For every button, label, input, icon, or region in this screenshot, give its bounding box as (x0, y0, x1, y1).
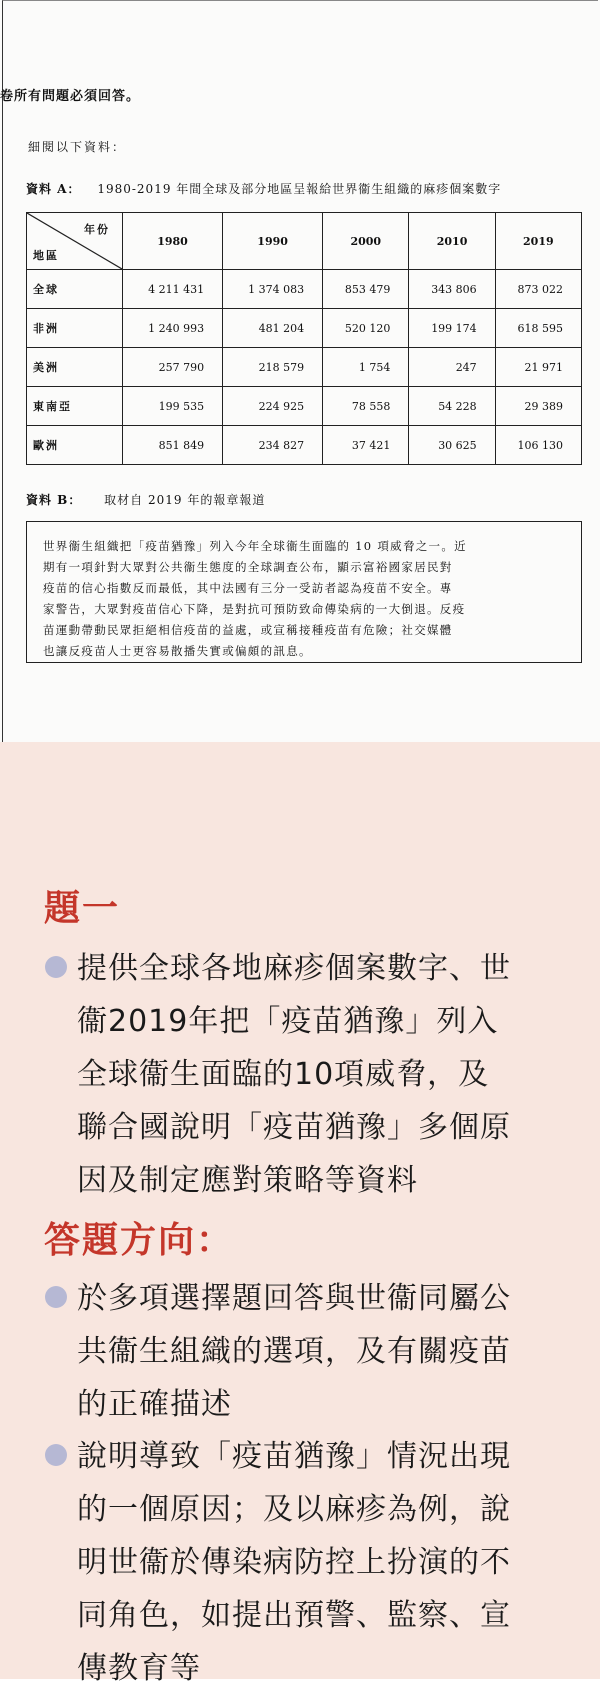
case-count-cell: 224 925 (223, 387, 323, 426)
bullet-line: 同角色，如提出預警、監察、宣 (77, 1598, 511, 1633)
case-count-cell: 873 022 (495, 270, 581, 309)
case-count-cell: 853 479 (323, 270, 409, 309)
bullet-dot-icon (45, 956, 67, 978)
table-row (27, 426, 582, 465)
source-a-tag: 資料 A： (26, 182, 81, 196)
bullet-line: 衞2019年把「疫苗猶豫」列入 (77, 1004, 499, 1039)
bullet-line: 共衞生組織的選項，及有關疫苗 (77, 1334, 511, 1369)
bullet-line: 聯合國說明「疫苗猶豫」多個原 (77, 1110, 511, 1145)
excerpt-line: 家警告，大眾對疫苗信心下降，是對抗可預防致命傳染病的一大倒退。反疫 (43, 602, 466, 616)
source-a-title (26, 180, 501, 197)
measles-cases-table (26, 212, 582, 465)
bullet-line: 傳教育等 (77, 1651, 201, 1686)
case-count-cell: 106 130 (495, 426, 581, 465)
bullet-line: 全球衞生面臨的10項威脅，及 (77, 1057, 490, 1092)
case-count-cell: 199 174 (409, 309, 495, 348)
bullet-line: 於多項選擇題回答與世衞同屬公 (77, 1281, 511, 1316)
case-count-cell: 234 827 (223, 426, 323, 465)
year-column-header: 2010 (409, 213, 495, 270)
case-count-cell: 257 790 (123, 348, 223, 387)
case-count-cell: 199 535 (123, 387, 223, 426)
year-column-header: 1980 (123, 213, 223, 270)
case-count-cell: 37 421 (323, 426, 409, 465)
case-count-cell: 1 240 993 (123, 309, 223, 348)
case-count-cell: 21 971 (495, 348, 581, 387)
region-cell: 歐洲 (27, 426, 123, 465)
region-cell: 全球 (27, 270, 123, 309)
case-count-cell: 30 625 (409, 426, 495, 465)
news-excerpt-box (26, 521, 582, 663)
case-count-cell: 218 579 (223, 348, 323, 387)
case-count-cell: 520 120 (323, 309, 409, 348)
bullet-line: 因及制定應對策略等資料 (77, 1163, 418, 1198)
exam-paper-scan (0, 0, 600, 742)
case-count-cell: 54 228 (409, 387, 495, 426)
region-header: 地區 (33, 249, 59, 262)
bullet-line: 明世衞於傳染病防控上扮演的不 (77, 1545, 511, 1580)
excerpt-line: 世界衞生組織把「疫苗猶豫」列入今年全球衞生面臨的 10 項威脅之一。近 (43, 539, 467, 553)
case-count-cell: 1 374 083 (223, 270, 323, 309)
intro-text: 細閱以下資料： (28, 140, 127, 154)
case-count-cell: 78 558 (323, 387, 409, 426)
case-count-cell: 247 (409, 348, 495, 387)
question-heading: 題一 (44, 888, 121, 929)
instruction-text: 卷所有問題必須回答。 (0, 89, 141, 104)
table-row (27, 387, 582, 426)
table-row (27, 309, 582, 348)
year-column-header: 2019 (495, 213, 581, 270)
region-cell: 美洲 (27, 348, 123, 387)
source-b-caption: 取材自 2019 年的報章報道 (104, 493, 266, 507)
year-column-header: 2000 (323, 213, 409, 270)
case-count-cell: 481 204 (223, 309, 323, 348)
bullet-line: 的正確描述 (77, 1387, 232, 1422)
source-b-title (26, 491, 265, 508)
case-count-cell: 29 389 (495, 387, 581, 426)
analysis-panel (0, 742, 600, 1686)
bullet-line: 說明導致「疫苗猶豫」情況出現 (77, 1439, 511, 1474)
case-count-cell: 4 211 431 (123, 270, 223, 309)
source-a-caption: 1980-2019 年間全球及部分地區呈報給世界衞生組織的麻疹個案數字 (97, 182, 502, 196)
bullet-dot-icon (45, 1444, 67, 1466)
table-header-row (27, 213, 582, 270)
case-count-cell: 851 849 (123, 426, 223, 465)
bullet-line: 的一個原因；及以麻疹為例，說 (77, 1492, 511, 1527)
year-header: 年份 (84, 223, 110, 236)
year-column-header: 1990 (223, 213, 323, 270)
excerpt-line: 也讓反疫苗人士更容易散播失實或偏頗的訊息。 (43, 644, 312, 658)
case-count-cell: 618 595 (495, 309, 581, 348)
excerpt-line: 苗運動帶動民眾拒絕相信疫苗的益處，或宣稱接種疫苗有危險；社交媒體 (43, 623, 453, 637)
case-count-cell: 343 806 (409, 270, 495, 309)
bullet-dot-icon (45, 1286, 67, 1308)
excerpt-line: 疫苗的信心指數反而最低，其中法國有三分一受訪者認為疫苗不安全。專 (43, 581, 453, 595)
table-row (27, 270, 582, 309)
region-cell: 非洲 (27, 309, 123, 348)
table-corner-cell (27, 213, 123, 270)
case-count-cell: 1 754 (323, 348, 409, 387)
table-row (27, 348, 582, 387)
excerpt-line: 期有一項針對大眾對公共衞生態度的全球調查公布，顯示富裕國家居民對 (43, 560, 453, 574)
bullet-line: 提供全球各地麻疹個案數字、世 (77, 951, 511, 986)
source-b-tag: 資料 B： (26, 493, 82, 507)
answer-direction-heading: 答題方向： (44, 1220, 235, 1261)
region-cell: 東南亞 (27, 387, 123, 426)
